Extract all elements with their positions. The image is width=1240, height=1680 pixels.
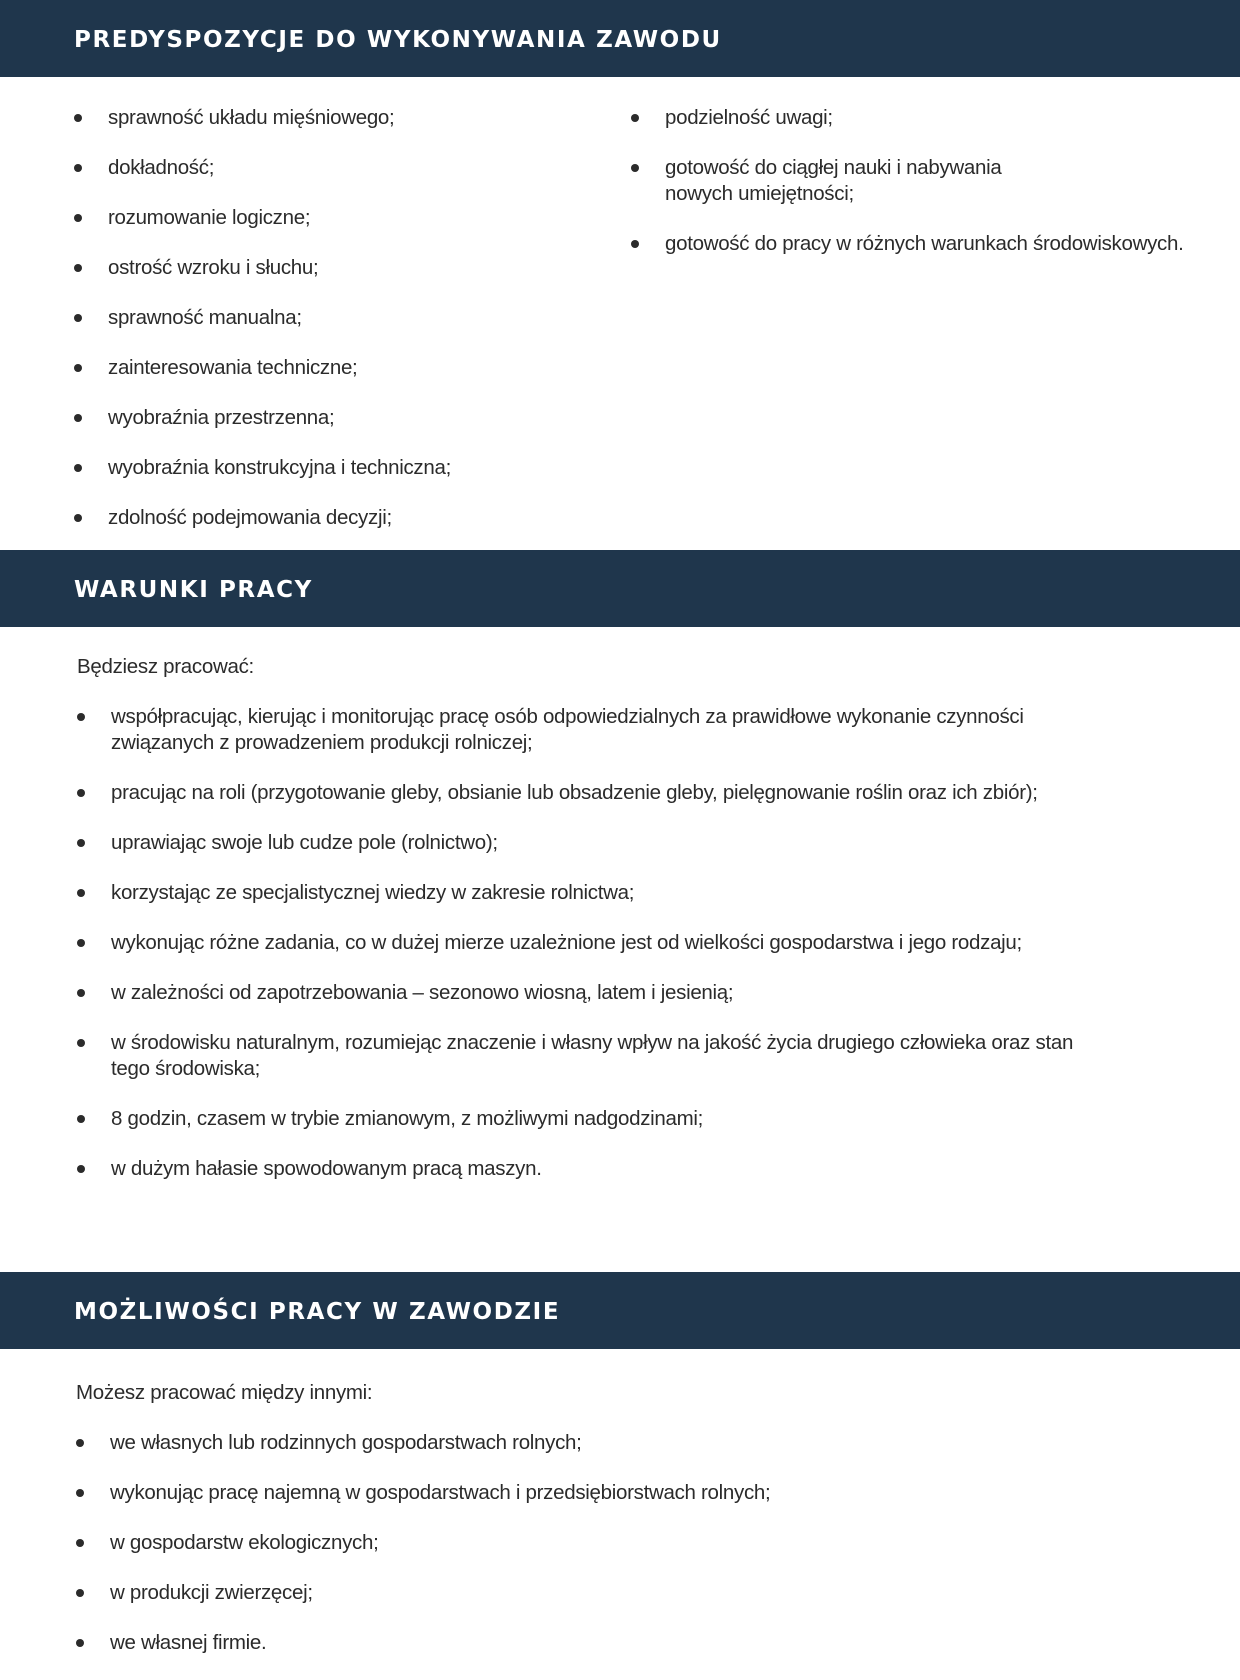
list-item: rozumowanie logiczne; (74, 205, 554, 231)
list-item: ostrość wzroku i słuchu; (74, 255, 554, 281)
list-item: w dużym hałasie spowodowanym pracą maszyn. (77, 1156, 1117, 1182)
section-title: WARUNKI PRACY (74, 577, 313, 603)
bullet-icon (631, 240, 639, 248)
bullet-icon (74, 514, 82, 522)
bullet-icon (74, 264, 82, 272)
bullet-icon (74, 214, 82, 222)
bullet-icon (76, 1589, 84, 1597)
section-intro: Możesz pracować między innymi: (76, 1381, 373, 1404)
bullet-icon (77, 789, 85, 797)
list-item: wyobraźnia konstrukcyjna i techniczna; (74, 455, 554, 481)
list-item: we własnych lub rodzinnych gospodarstwach rolnych; (76, 1430, 1116, 1456)
section-title: MOŻLIWOŚCI PRACY W ZAWODZIE (74, 1299, 561, 1325)
bullet-icon (76, 1539, 84, 1547)
list-item: dokładność; (74, 155, 554, 181)
bullet-icon (74, 164, 82, 172)
list-item: zdolność podejmowania decyzji; (74, 505, 554, 531)
list-item: gotowość do ciągłej nauki i nabywania nowych umiejętności; (631, 155, 1191, 207)
list-item: korzystając ze specjalistycznej wiedzy w zakresie rolnictwa; (77, 880, 1117, 906)
list-item: sprawność układu mięśniowego; (74, 105, 554, 131)
bullet-icon (76, 1639, 84, 1647)
list-item: pracując na roli (przygotowanie gleby, obsianie lub obsadzenie gleby, pielęgnowanie roślin oraz ich zbiór); (77, 780, 1117, 806)
bullet-icon (77, 713, 85, 721)
bullet-icon (74, 364, 82, 372)
bullet-icon (77, 889, 85, 897)
predispositions-list-right (631, 105, 1191, 281)
list-item: w zależności od zapotrzebowania – sezonowo wiosną, latem i jesienią; (77, 980, 1117, 1006)
bullet-icon (77, 1165, 85, 1173)
section-header-work-conditions (0, 550, 1240, 627)
section-header-job-opportunities (0, 1272, 1240, 1349)
bullet-icon (77, 989, 85, 997)
list-item: we własnej firmie. (76, 1630, 1116, 1656)
bullet-icon (77, 839, 85, 847)
list-item: w gospodarstw ekologicznych; (76, 1530, 1116, 1556)
list-item: gotowość do pracy w różnych warunkach środowiskowych. (631, 231, 1191, 257)
list-item: w środowisku naturalnym, rozumiejąc znaczenie i własny wpływ na jakość życia drugiego człowieka oraz stan tego środowiska; (77, 1030, 1117, 1082)
bullet-icon (76, 1489, 84, 1497)
bullet-icon (77, 939, 85, 947)
list-item: 8 godzin, czasem w trybie zmianowym, z możliwymi nadgodzinami; (77, 1106, 1117, 1132)
section-intro: Będziesz pracować: (77, 655, 254, 678)
bullet-icon (74, 314, 82, 322)
bullet-icon (631, 164, 639, 172)
predispositions-list-left (74, 105, 554, 555)
bullet-icon (631, 114, 639, 122)
bullet-icon (74, 114, 82, 122)
work-conditions-list (77, 704, 1117, 1206)
bullet-icon (74, 464, 82, 472)
list-item: sprawność manualna; (74, 305, 554, 331)
list-item: wykonując pracę najemną w gospodarstwach i przedsiębiorstwach rolnych; (76, 1480, 1116, 1506)
job-opportunities-list (76, 1430, 1116, 1680)
list-item: zainteresowania techniczne; (74, 355, 554, 381)
list-item: w produkcji zwierzęcej; (76, 1580, 1116, 1606)
list-item: uprawiając swoje lub cudze pole (rolnictwo); (77, 830, 1117, 856)
section-header-predispositions (0, 0, 1240, 77)
bullet-icon (74, 414, 82, 422)
list-item: wykonując różne zadania, co w dużej mierze uzależnione jest od wielkości gospodarstwa i jego rodzaju; (77, 930, 1117, 956)
list-item: współpracując, kierując i monitorując pracę osób odpowiedzialnych za prawidłowe wykonanie czynności związanych z prowadzeniem produkcji rolniczej; (77, 704, 1117, 756)
bullet-icon (77, 1039, 85, 1047)
bullet-icon (76, 1439, 84, 1447)
bullet-icon (77, 1115, 85, 1123)
list-item: podzielność uwagi; (631, 105, 1191, 131)
section-title: PREDYSPOZYCJE DO WYKONYWANIA ZAWODU (74, 27, 722, 53)
list-item: wyobraźnia przestrzenna; (74, 405, 554, 431)
